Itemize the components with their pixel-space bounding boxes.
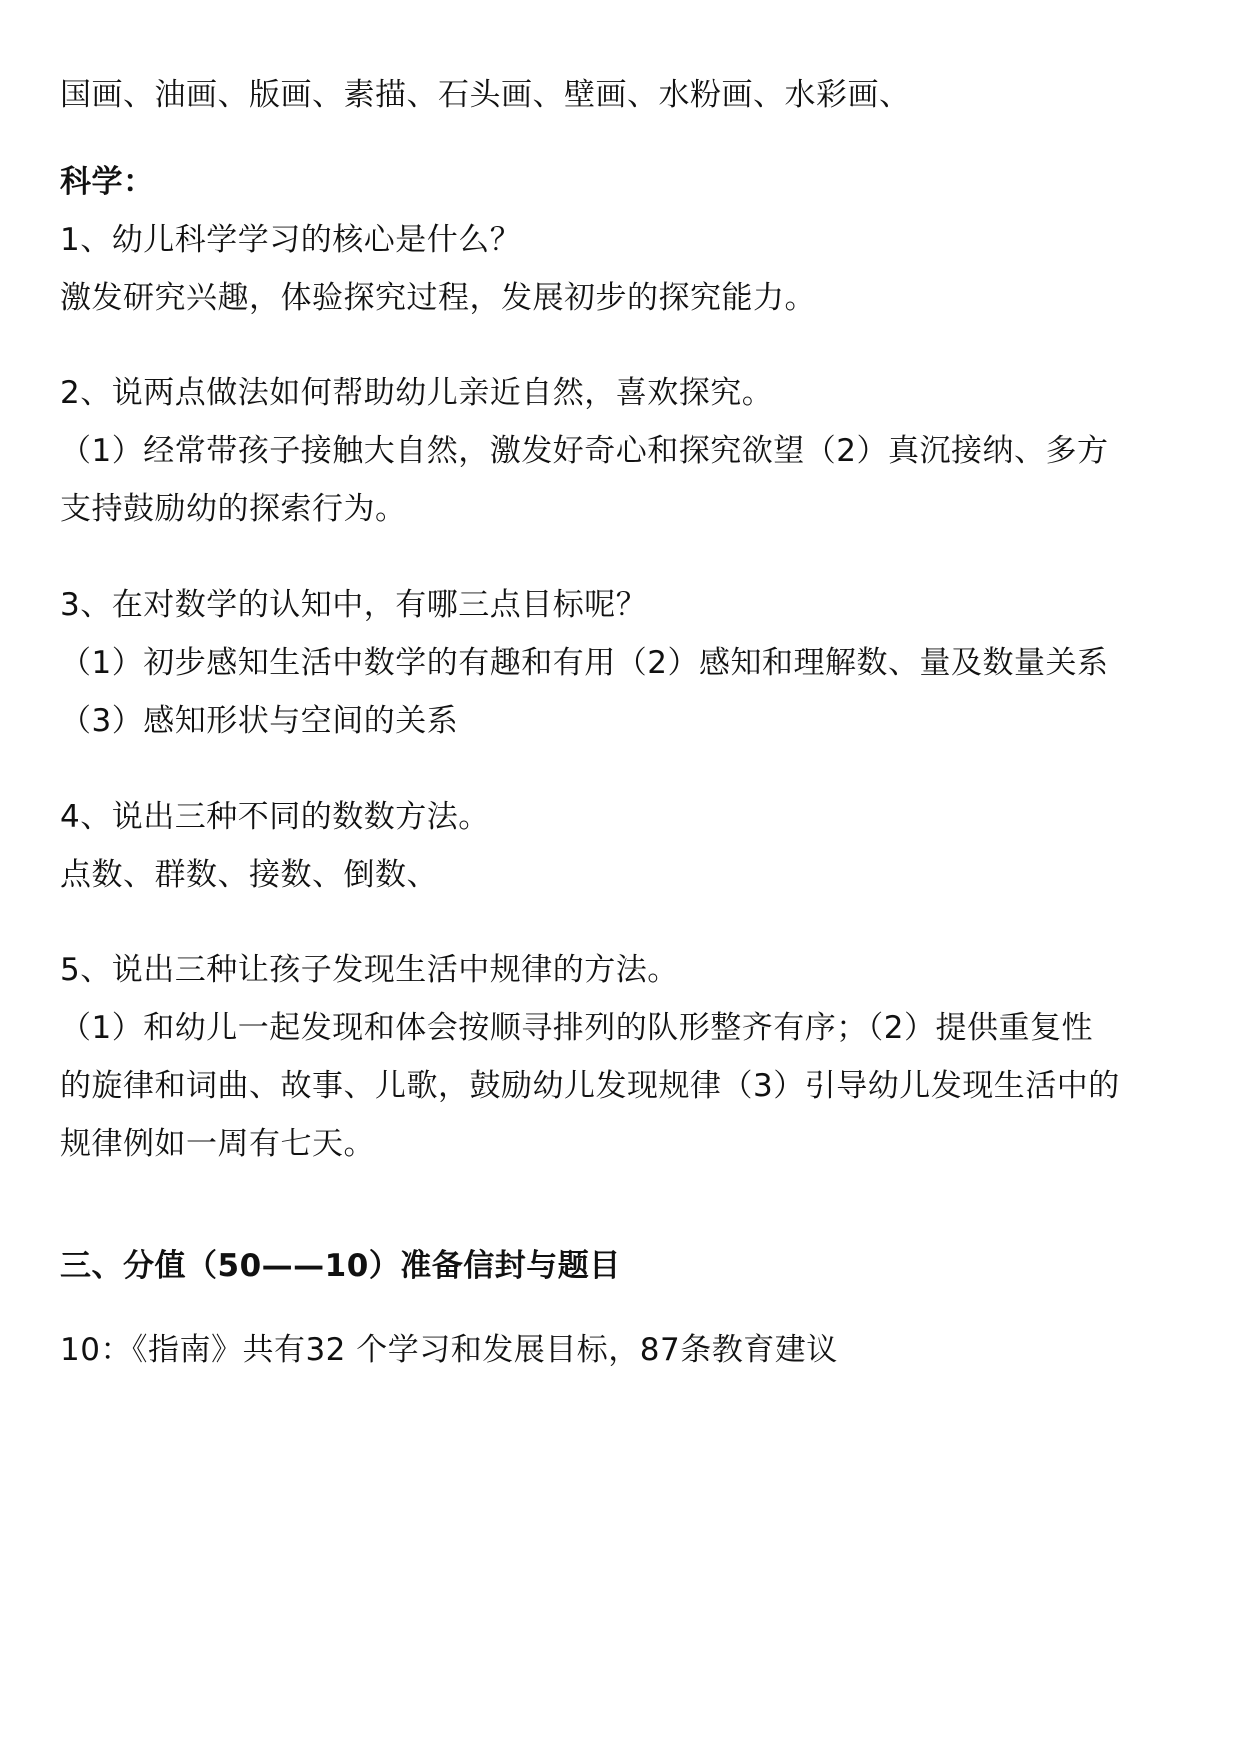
section-3-heading: 三、分值（50——10）准备信封与题目	[60, 1248, 621, 1284]
question-4: 4、说出三种不同的数数方法。	[60, 799, 490, 835]
science-heading: 科学：	[60, 164, 155, 200]
answer-5-line-2: 的旋律和词曲、故事、儿歌，鼓励幼儿发现规律（3）引导幼儿发现生活中的	[60, 1068, 1120, 1104]
answer-1: 激发研究兴趣，体验探究过程，发展初步的探究能力。	[60, 280, 816, 316]
answer-3-line-2: （3）感知形状与空间的关系	[60, 703, 459, 739]
question-5: 5、说出三种让孩子发现生活中规律的方法。	[60, 952, 679, 988]
art-types-list: 国画、油画、版画、素描、石头画、壁画、水粉画、水彩画、	[60, 77, 911, 113]
answer-2-line-1: （1）经常带孩子接触大自然，激发好奇心和探究欲望（2）真沉接纳、多方	[60, 433, 1109, 469]
answer-3-line-1: （1）初步感知生活中数学的有趣和有用（2）感知和理解数、量及数量关系	[60, 645, 1109, 681]
section-3-item-10: 10：《指南》共有32 个学习和发展目标，87条教育建议	[60, 1332, 838, 1368]
answer-2-line-2: 支持鼓励幼的探索行为。	[60, 491, 407, 527]
answer-5-line-1: （1）和幼儿一起发现和体会按顺寻排列的队形整齐有序；（2）提供重复性	[60, 1010, 1093, 1046]
question-3: 3、在对数学的认知中，有哪三点目标呢？	[60, 587, 648, 623]
answer-5-line-3: 规律例如一周有七天。	[60, 1126, 375, 1162]
question-2: 2、说两点做法如何帮助幼儿亲近自然，喜欢探究。	[60, 375, 774, 411]
question-1: 1、幼儿科学学习的核心是什么？	[60, 222, 522, 258]
answer-4: 点数、群数、接数、倒数、	[60, 857, 438, 893]
